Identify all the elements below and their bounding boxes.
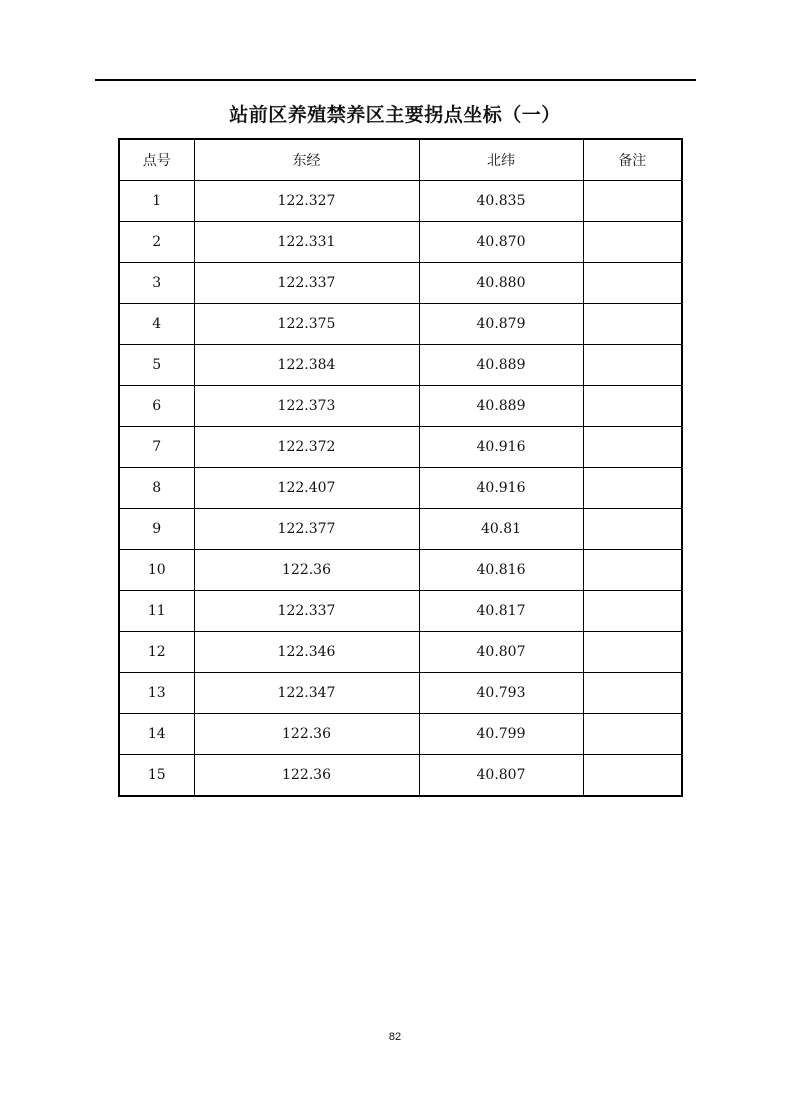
cell-longitude: 122.327 bbox=[194, 181, 419, 222]
header-remarks: 备注 bbox=[583, 139, 682, 181]
cell-longitude: 122.377 bbox=[194, 509, 419, 550]
cell-longitude: 122.373 bbox=[194, 386, 419, 427]
cell-remarks bbox=[583, 345, 682, 386]
cell-point-number: 8 bbox=[119, 468, 194, 509]
table-row bbox=[119, 263, 682, 304]
header-latitude: 北纬 bbox=[419, 139, 583, 181]
cell-point-number: 15 bbox=[119, 755, 194, 797]
cell-point-number: 14 bbox=[119, 714, 194, 755]
cell-remarks bbox=[583, 714, 682, 755]
table-row bbox=[119, 345, 682, 386]
cell-point-number: 1 bbox=[119, 181, 194, 222]
cell-point-number: 13 bbox=[119, 673, 194, 714]
table-row bbox=[119, 673, 682, 714]
cell-latitude: 40.879 bbox=[419, 304, 583, 345]
cell-longitude: 122.331 bbox=[194, 222, 419, 263]
cell-point-number: 6 bbox=[119, 386, 194, 427]
cell-remarks bbox=[583, 591, 682, 632]
cell-point-number: 11 bbox=[119, 591, 194, 632]
cell-point-number: 12 bbox=[119, 632, 194, 673]
cell-latitude: 40.807 bbox=[419, 632, 583, 673]
cell-latitude: 40.889 bbox=[419, 345, 583, 386]
cell-longitude: 122.36 bbox=[194, 755, 419, 797]
page-title: 站前区养殖禁养区主要拐点坐标（一） bbox=[229, 104, 561, 126]
table-row bbox=[119, 632, 682, 673]
cell-latitude: 40.807 bbox=[419, 755, 583, 797]
table-row bbox=[119, 591, 682, 632]
cell-point-number: 3 bbox=[119, 263, 194, 304]
cell-longitude: 122.337 bbox=[194, 591, 419, 632]
cell-longitude: 122.384 bbox=[194, 345, 419, 386]
table-row bbox=[119, 222, 682, 263]
cell-remarks bbox=[583, 427, 682, 468]
table-row bbox=[119, 427, 682, 468]
cell-remarks bbox=[583, 181, 682, 222]
cell-longitude: 122.347 bbox=[194, 673, 419, 714]
cell-point-number: 4 bbox=[119, 304, 194, 345]
table-row bbox=[119, 181, 682, 222]
table-row bbox=[119, 550, 682, 591]
cell-longitude: 122.407 bbox=[194, 468, 419, 509]
cell-longitude: 122.36 bbox=[194, 714, 419, 755]
cell-remarks bbox=[583, 386, 682, 427]
cell-point-number: 2 bbox=[119, 222, 194, 263]
cell-remarks bbox=[583, 263, 682, 304]
cell-remarks bbox=[583, 632, 682, 673]
cell-latitude: 40.880 bbox=[419, 263, 583, 304]
cell-latitude: 40.835 bbox=[419, 181, 583, 222]
header-longitude: 东经 bbox=[194, 139, 419, 181]
cell-remarks bbox=[583, 755, 682, 797]
cell-latitude: 40.889 bbox=[419, 386, 583, 427]
table-row bbox=[119, 755, 682, 797]
table-row bbox=[119, 304, 682, 345]
cell-longitude: 122.36 bbox=[194, 550, 419, 591]
cell-latitude: 40.870 bbox=[419, 222, 583, 263]
cell-remarks bbox=[583, 468, 682, 509]
cell-point-number: 10 bbox=[119, 550, 194, 591]
cell-remarks bbox=[583, 509, 682, 550]
cell-remarks bbox=[583, 673, 682, 714]
cell-point-number: 5 bbox=[119, 345, 194, 386]
page-number: 82 bbox=[388, 1031, 402, 1043]
cell-point-number: 7 bbox=[119, 427, 194, 468]
cell-remarks bbox=[583, 304, 682, 345]
cell-longitude: 122.346 bbox=[194, 632, 419, 673]
cell-latitude: 40.81 bbox=[419, 509, 583, 550]
cell-remarks bbox=[583, 550, 682, 591]
table-row bbox=[119, 509, 682, 550]
cell-latitude: 40.793 bbox=[419, 673, 583, 714]
table-row bbox=[119, 468, 682, 509]
cell-latitude: 40.817 bbox=[419, 591, 583, 632]
cell-longitude: 122.372 bbox=[194, 427, 419, 468]
coordinates-table bbox=[118, 138, 683, 797]
cell-latitude: 40.916 bbox=[419, 427, 583, 468]
header-point-number: 点号 bbox=[119, 139, 194, 181]
table-header-row bbox=[119, 139, 682, 181]
table-body bbox=[119, 181, 682, 797]
cell-latitude: 40.816 bbox=[419, 550, 583, 591]
cell-latitude: 40.799 bbox=[419, 714, 583, 755]
table-row bbox=[119, 714, 682, 755]
header-rule bbox=[95, 79, 696, 81]
cell-longitude: 122.375 bbox=[194, 304, 419, 345]
cell-point-number: 9 bbox=[119, 509, 194, 550]
table-row bbox=[119, 386, 682, 427]
cell-remarks bbox=[583, 222, 682, 263]
cell-latitude: 40.916 bbox=[419, 468, 583, 509]
cell-longitude: 122.337 bbox=[194, 263, 419, 304]
